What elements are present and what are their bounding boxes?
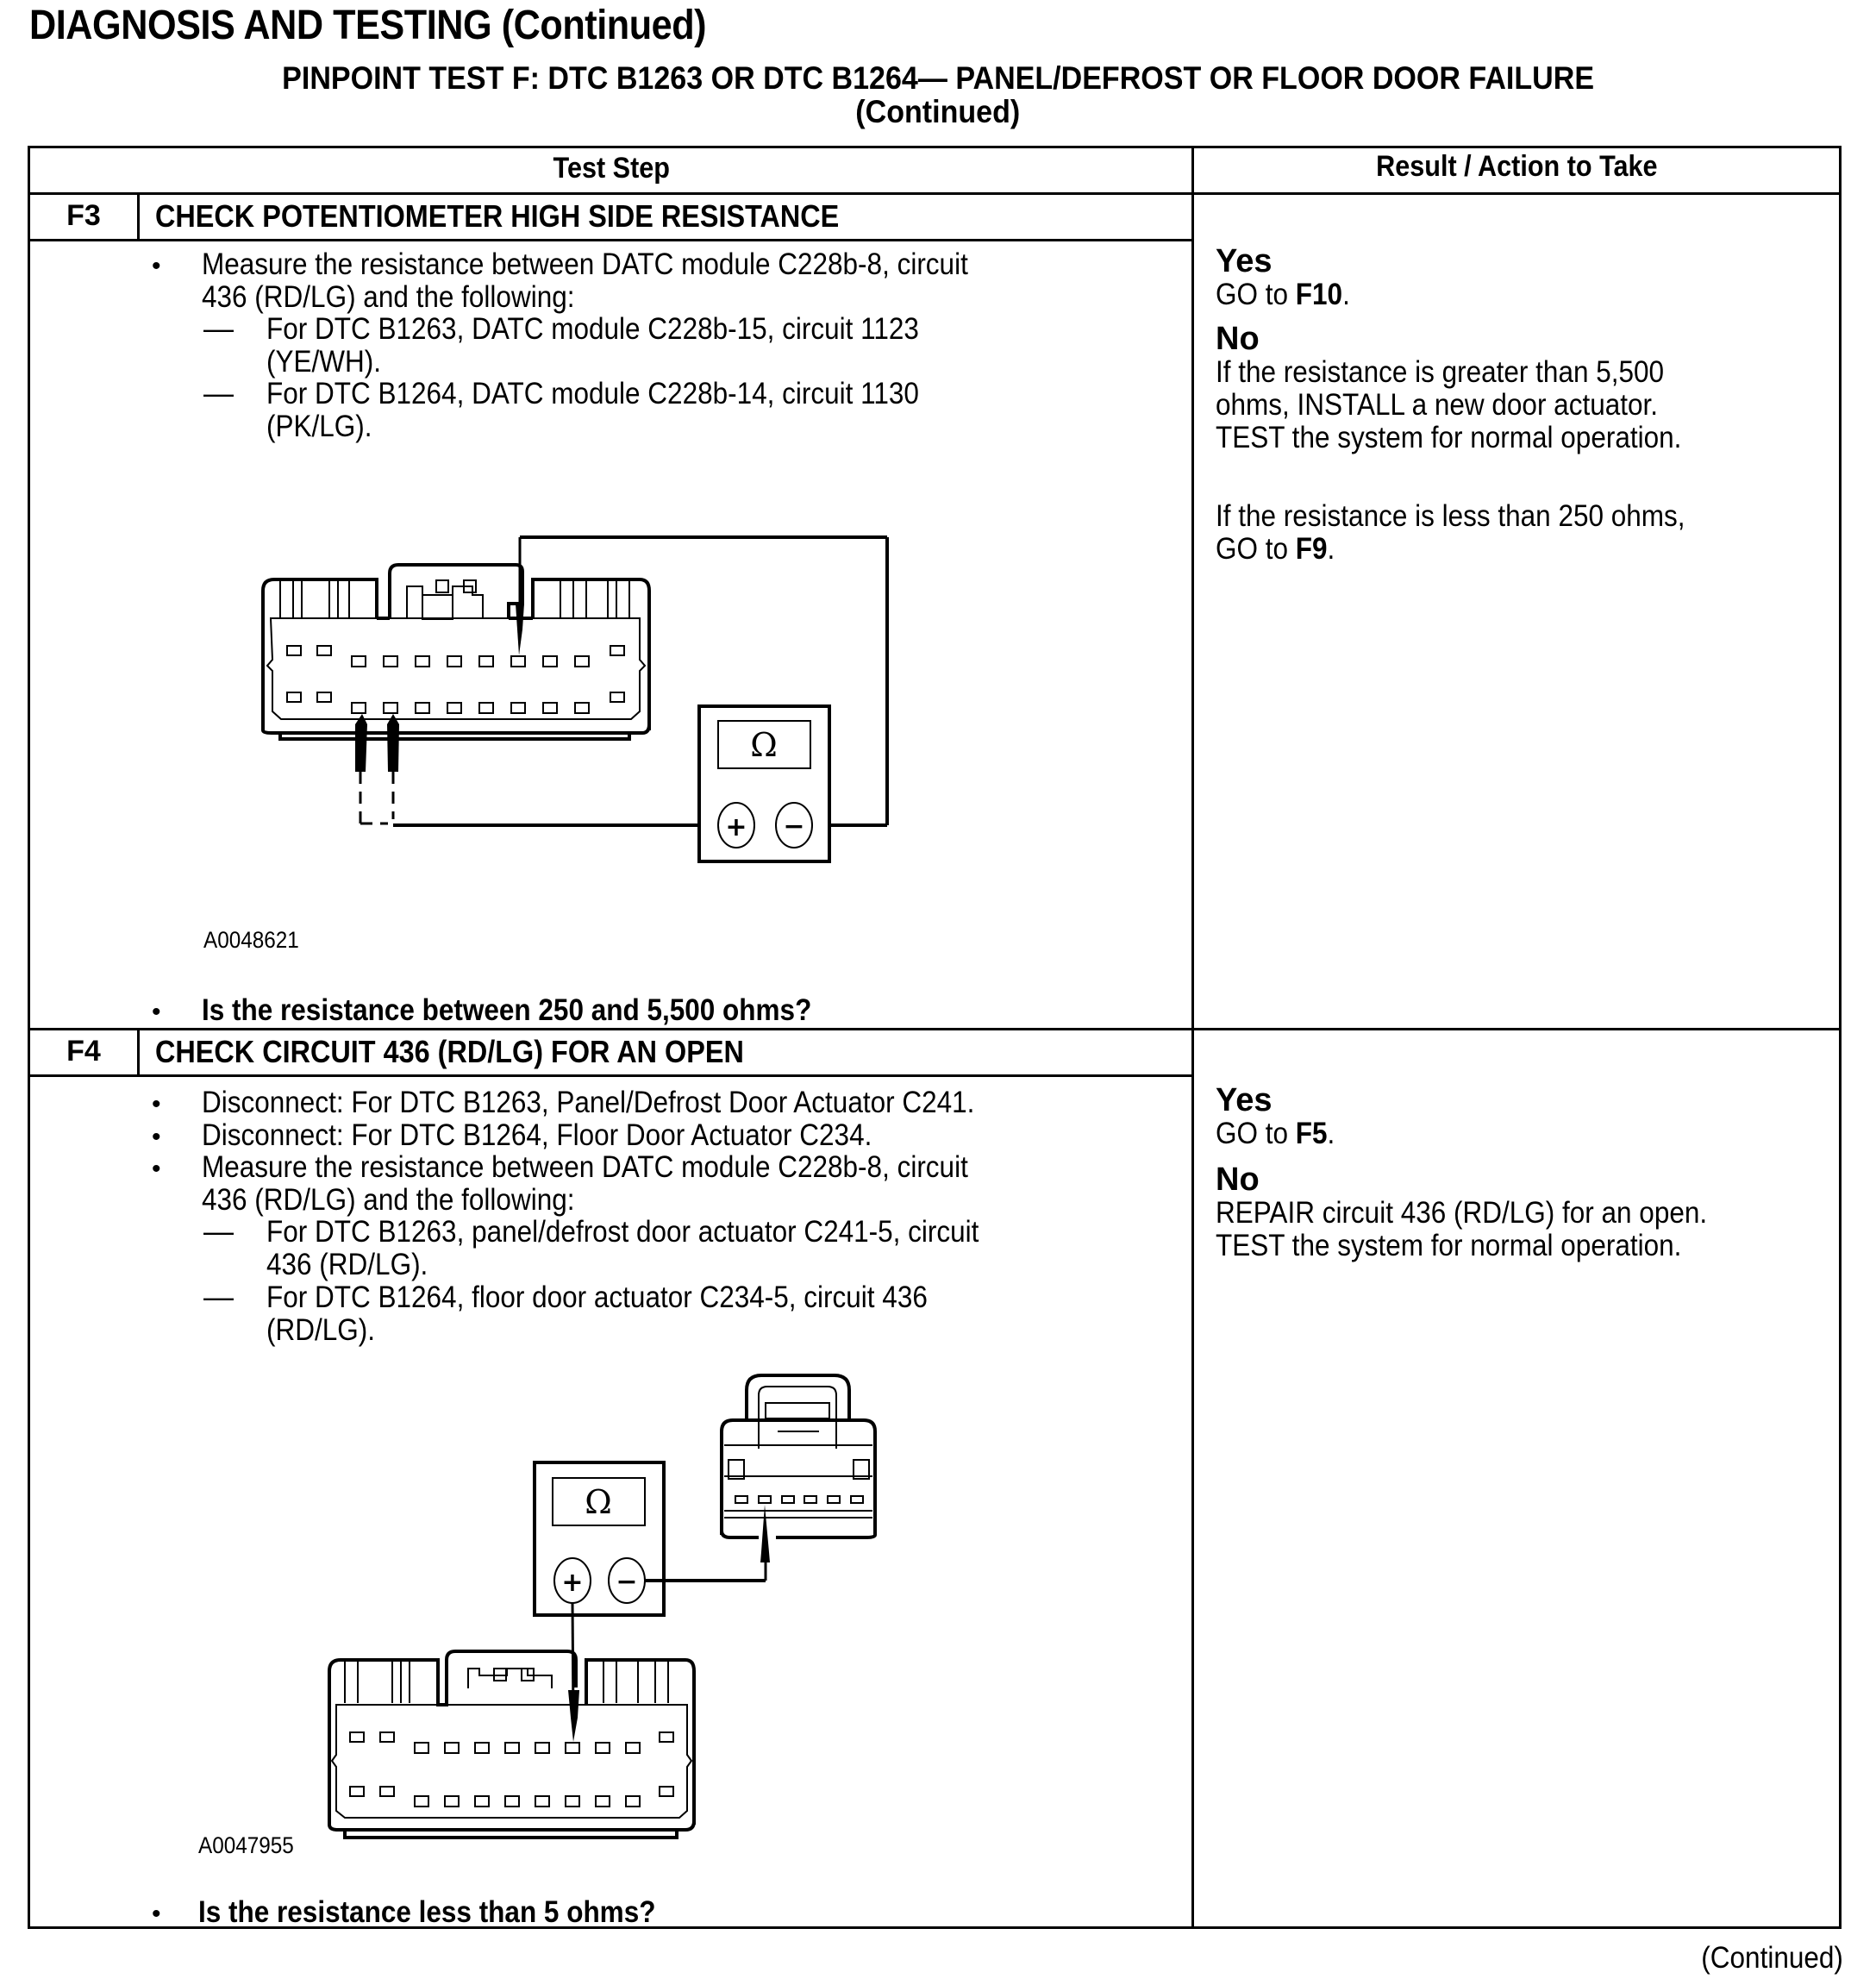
action-text: GO to: [1216, 278, 1296, 311]
f3-yes-label: Yes: [1216, 243, 1273, 279]
instruction-line: 436 (RD/LG) and the following:: [202, 1182, 575, 1217]
page-continued-text: (Continued): [1701, 1941, 1843, 1975]
dash-icon: —: [203, 1215, 234, 1249]
action-text: GO to: [1216, 532, 1296, 566]
page-title-text: DIAGNOSIS AND TESTING (Continued): [29, 3, 707, 48]
step-heading-f3-text: CHECK POTENTIOMETER HIGH SIDE RESISTANCE: [155, 198, 840, 234]
step-ref-link[interactable]: F9: [1295, 532, 1328, 566]
dash-icon: —: [203, 312, 234, 346]
action-text: .: [1327, 1117, 1335, 1150]
instruction-line: For DTC B1264, floor door actuator C234-5, circuit 436: [266, 1281, 928, 1314]
plus-terminal-icon: +: [561, 1568, 584, 1598]
f3-question-text: Is the resistance between 250 and 5,500 ohms?: [202, 993, 812, 1027]
door-actuator-connector: [722, 1375, 875, 1581]
action-text: GO to: [1216, 1117, 1296, 1150]
instruction-line: For DTC B1264, DATC module C228b-14, circuit 1130: [266, 377, 919, 410]
f4-question: [198, 1895, 706, 1930]
result-line: TEST the system for normal operation.: [1216, 421, 1682, 454]
action-text: .: [1342, 278, 1350, 311]
bullet-icon: •: [152, 1123, 161, 1151]
step-ref-link[interactable]: F10: [1295, 278, 1343, 311]
step-id-f4: F4: [66, 1035, 101, 1068]
instruction-line: Measure the resistance between DATC module C228b-8, circuit: [202, 247, 968, 281]
pinpoint-test-title-line2: (Continued): [855, 94, 1021, 129]
result-line: If the resistance is less than 250 ohms,: [1216, 499, 1685, 533]
instruction-line: 436 (RD/LG) and the following:: [202, 279, 575, 314]
instruction-line: For DTC B1263, DATC module C228b-15, circuit 1123: [266, 312, 919, 346]
connector-pins: [350, 1732, 673, 1807]
instruction-line: (RD/LG).: [266, 1312, 375, 1347]
plus-terminal-icon: +: [725, 812, 747, 842]
f4-no-paragraph-1: [1216, 1197, 1762, 1262]
instruction-line: 436 (RD/LG).: [266, 1247, 428, 1281]
instruction-line: (PK/LG).: [266, 409, 372, 443]
ohm-symbol-icon: Ω: [585, 1483, 612, 1521]
instruction-line: For DTC B1263, panel/defrost door actuator C241-5, circuit: [266, 1215, 979, 1249]
step-id-f3: F3: [66, 199, 101, 232]
bullet-icon: •: [152, 1155, 161, 1183]
instruction-line: Measure the resistance between DATC module C228b-8, circuit: [202, 1150, 968, 1184]
figure-id-text: A0047955: [198, 1832, 294, 1858]
bullet-icon: •: [152, 252, 161, 280]
result-line: TEST the system for normal operation.: [1216, 1229, 1682, 1262]
result-line: REPAIR circuit 436 (RD/LG) for an open.: [1216, 1196, 1708, 1230]
action-text: .: [1327, 532, 1335, 566]
step-heading-f4-text: CHECK CIRCUIT 436 (RD/LG) FOR AN OPEN: [155, 1034, 744, 1069]
dash-icon: —: [203, 377, 234, 410]
figure-id-f4: [198, 1832, 304, 1859]
header-result-text: Result / Action to Take: [1375, 150, 1658, 183]
bullet-icon: •: [152, 1900, 161, 1928]
instruction-line: (YE/WH).: [266, 344, 381, 379]
result-line: If the resistance is greater than 5,500: [1216, 355, 1665, 389]
f3-no-label: No: [1216, 321, 1260, 357]
pinpoint-test-title-line1: PINPOINT TEST F: DTC B1263 OR DTC B1264— PANEL/DEFROST OR FLOOR DOOR FAILURE: [282, 60, 1594, 96]
instruction-line: Disconnect: For DTC B1264, Floor Door Actuator C234.: [202, 1118, 872, 1152]
bullet-icon: •: [152, 998, 161, 1026]
actuator-pins: [735, 1496, 863, 1503]
minus-terminal-icon: −: [783, 811, 805, 842]
minus-terminal-icon: −: [616, 1567, 638, 1597]
ohmmeter: [535, 1462, 664, 1615]
step-ref-link[interactable]: F5: [1295, 1117, 1328, 1150]
figure-id-text: A0048621: [203, 927, 299, 953]
f4-no-label: No: [1216, 1162, 1260, 1198]
f4-question-text: Is the resistance less than 5 ohms?: [198, 1895, 656, 1929]
f4-yes-label: Yes: [1216, 1082, 1273, 1118]
ohm-symbol-icon: Ω: [750, 726, 778, 764]
datc-connector-c228b: [329, 1651, 694, 1838]
header-test-step-text: Test Step: [553, 152, 670, 185]
page-continued-footer: [1685, 1942, 1841, 1975]
dash-icon: —: [203, 1281, 234, 1314]
result-line: ohms, INSTALL a new door actuator.: [1216, 388, 1659, 422]
f4-yes-action: [1216, 1118, 1348, 1150]
bullet-icon: •: [152, 1090, 161, 1118]
instruction-line: Disconnect: For DTC B1263, Panel/Defrost Door Actuator C241.: [202, 1086, 975, 1119]
